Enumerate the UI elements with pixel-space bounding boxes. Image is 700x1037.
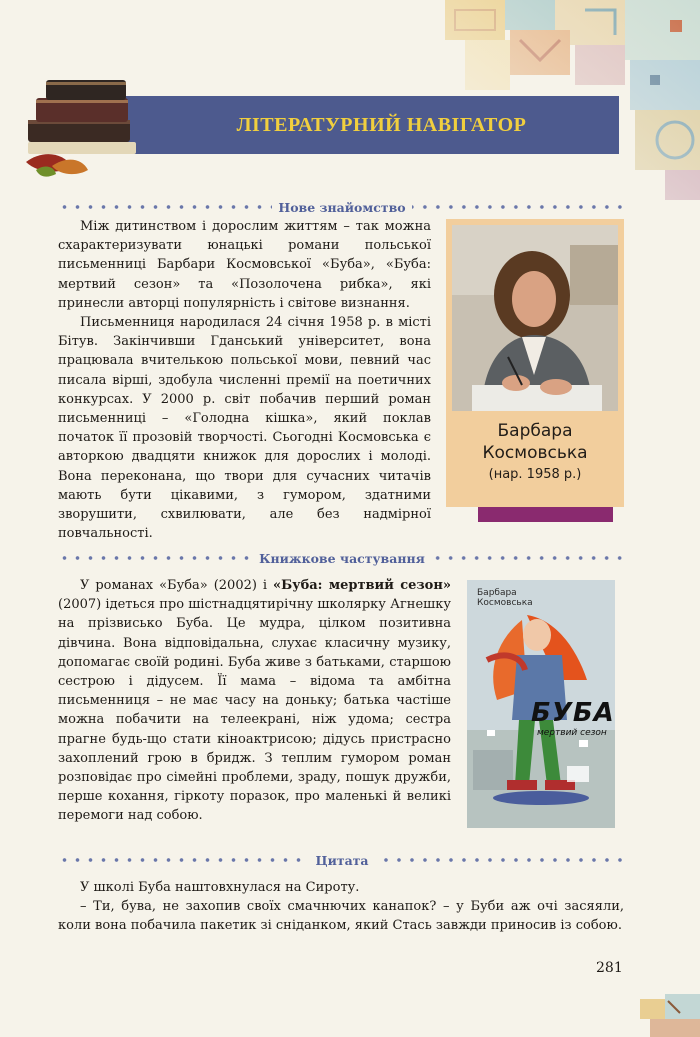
cover-subtitle: мертвий сезон xyxy=(537,728,607,738)
author-first-name: Барбара xyxy=(497,421,573,441)
section-heading-intro xyxy=(58,199,626,215)
page-number: 281 xyxy=(596,960,623,976)
section-heading-quote xyxy=(58,852,626,868)
dotted-divider xyxy=(431,556,626,560)
cover-author: Барбара Космовська xyxy=(477,588,533,608)
section-title: Цитата xyxy=(315,852,369,868)
paragraph: У школі Буба наштовхнулася на Сироту. xyxy=(80,880,360,895)
book-cover xyxy=(467,580,615,828)
text-span: У романах «Буба» (2002) і xyxy=(80,578,274,593)
decorative-corner-bottom-right xyxy=(630,989,700,1037)
dotted-divider xyxy=(375,858,626,862)
paragraph: Письменниця народилася 24 січня 1958 р. в місті Бітув. Закінчивши Гданський університет, вона працювала вчителькою польської мови, певний час писала вірші, здобула численні премії на поетичних конкурсах. У 2000 р. світ побачив перший роман письменниці – «Голодна кішка», який поклав початок її прозовій творчості. Сьогодні Космовська є авторкою двадцяти книжок для дорослих і молоді. Вона переконана, що твори для сучасних читачів мають бути цікавими, з гумором, здатними зворушити, схвилювати, але без надмірної повчальності. xyxy=(58,315,431,542)
dotted-divider xyxy=(412,205,626,209)
header-banner xyxy=(104,96,619,154)
author-years: (нар. 1958 р.) xyxy=(488,467,582,482)
paragraph: – Ти, бува, не захопив своїх смачнючих канапок? – у Буби аж очі засяяли, коли вона побачила пакетик зі сніданком, який Стась завжди приносив із собою. xyxy=(58,899,624,934)
section-title: Нове знайомство xyxy=(278,199,406,215)
dotted-divider xyxy=(58,556,253,560)
paragraph xyxy=(58,576,451,826)
book-text xyxy=(58,576,451,826)
book-title-bold: «Буба: мертвий сезон» xyxy=(273,578,451,593)
dotted-divider xyxy=(58,858,309,862)
portrait-caption xyxy=(446,420,624,486)
author-photo xyxy=(452,225,618,411)
cover-title: БУБА xyxy=(531,698,615,728)
intro-text xyxy=(58,217,431,543)
section-heading-book xyxy=(58,550,626,566)
books-illustration xyxy=(22,70,142,180)
text-span: (2007) ідеться про шістнадцятирічну школярку Агнешку на прізвисько Буба. Це мудра, цілком позитивна дівчина. Вона відповідальна, слухає класичну музику, допомагає своїй родині. Буба живе з батьками, старшою сестрою і дідусем. Її мама – відома та амбітна письменниця – не має часу на доньку; батька частіше можна побачити на телеекрані, ніж удома; сестра прагне будь-що стати кіноактрисою; дідусь пристрасно захоплений грою в бридж. З теплим гумором роман розповідає про сімейні проблеми, зраду, пошук дружби, перше кохання, гіркоту поразок, про маленькі й великі перемоги над собою. xyxy=(58,597,451,824)
paragraph: Між дитинством і дорослим життям – так можна схарактеризувати юнацькі романи польської письменниці Барбари Космовської «Буба», «Буба: мертвий сезон» та «Позолочена рибка», які принесли авторці популярність і світове визнання. xyxy=(58,219,431,311)
page-title: ЛІТЕРАТУРНИЙ НАВІГАТОР xyxy=(236,113,527,136)
quote-text xyxy=(58,878,624,936)
author-last-name: Космовська xyxy=(482,443,588,463)
section-title: Книжкове частування xyxy=(259,550,425,566)
dotted-divider xyxy=(58,205,272,209)
